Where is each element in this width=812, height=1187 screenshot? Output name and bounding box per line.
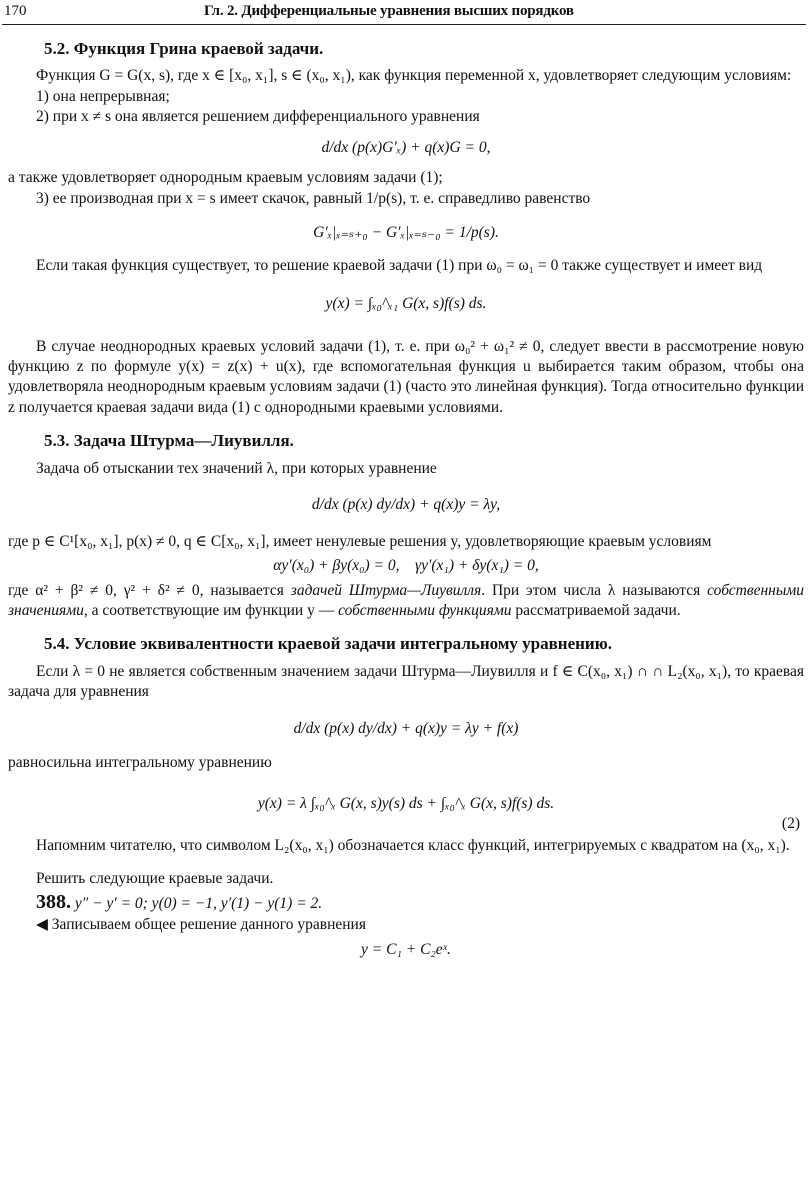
sec53-paragraph1: где p ∈ C¹[x₀, x₁], p(x) ≠ 0, q ∈ C[x₀, x₁], имеет ненулевые решения y, удовлетворяющие краевым условиям xyxy=(8,532,712,550)
page-content xyxy=(8,30,804,960)
header-rule xyxy=(2,24,806,25)
term-sturm-liouville: задачей Штурма—Лиувилля xyxy=(290,581,482,599)
sec54-equation1: d/dx (p(x) dy/dx) + q(x)y = λy + f(x) xyxy=(293,719,519,737)
sec52-equation2: G′ₓ|ₓ₌ₛ₊₀ − G′ₓ|ₓ₌ₛ₋₀ = 1/p(s). xyxy=(313,224,499,242)
sec53-paragraph2 xyxy=(8,581,804,622)
term-eigenfunctions: собственными функциями xyxy=(338,602,512,620)
term-eigenvalues: собственными значениями xyxy=(8,581,804,620)
sec54-paragraph1: Если λ = 0 не является собственным значением задачи Штурма—Лиувилля и f ∈ C(x₀, x₁) ∩ ∩ L₂(x₀, x₁), то краевая задача для уравнения xyxy=(8,662,804,701)
sec53-para2-part-a: где α² + β² ≠ 0, γ² + δ² ≠ 0, называется xyxy=(8,581,291,599)
sec53-para2-part-b: . При этом числа λ называются xyxy=(481,581,708,599)
problem-388 xyxy=(8,889,804,915)
sec53-equation2: αy′(x₀) + βy(x₀) = 0, γy′(x₁) + δy(x₁) = 0, xyxy=(273,557,539,575)
sec52-item1: 1) она непрерывная; xyxy=(36,87,170,105)
page-header xyxy=(4,2,802,24)
solution-intro: ◀ Записываем общее решение данного уравнения xyxy=(36,916,366,934)
section-5-4-title: 5.4. Условие эквивалентности краевой задачи интегральному уравнению. xyxy=(44,634,612,654)
section-5-3-title: 5.3. Задача Штурма—Лиувилля. xyxy=(44,431,294,451)
sec52-item2: 2) при x ≠ s она является решением дифференциального уравнения xyxy=(36,108,480,126)
sec54-paragraph3: Напомним читателю, что символом L₂(x₀, x₁) обозначается класс функций, интегрируемых с квадратом на (x₀, x₁). xyxy=(36,837,790,855)
problem-388-text: y″ − y′ = 0; y(0) = −1, y′(1) − y(1) = 2. xyxy=(71,895,323,913)
sec52-equation1: d/dx (p(x)G′ₓ) + q(x)G = 0, xyxy=(321,138,491,156)
problem-388-number: 388. xyxy=(36,891,71,914)
sec53-para2-part-d: рассматриваемой задачи. xyxy=(511,602,681,620)
sec52-item3: 3) ее производная при x = s имеет скачок, равный 1/p(s), т. е. справедливо равенство xyxy=(36,189,591,207)
solution-equation: y = C₁ + C₂eˣ. xyxy=(361,940,451,958)
page-number: 170 xyxy=(4,3,27,19)
sec54-equation2: y(x) = λ ∫ₓ₀^ₓ G(x, s)y(s) ds + ∫ₓ₀^ₓ G(x, s)f(s) ds. xyxy=(257,794,555,812)
sec52-paragraph2: Если такая функция существует, то решение краевой задачи (1) при ω₀ = ω₁ = 0 также существует и имеет вид xyxy=(36,256,763,274)
sec53-equation1: d/dx (p(x) dy/dx) + q(x)y = λy, xyxy=(311,496,501,514)
sec53-para2-part-c: , а соответствующие им функции y — xyxy=(83,602,339,620)
sec54-paragraph2: равносильна интегральному уравнению xyxy=(8,754,272,772)
sec54-equation2-row xyxy=(8,794,804,832)
sec53-intro: Задача об отыскании тех значений λ, при которых уравнение xyxy=(36,459,437,477)
sec52-intro: Функция G = G(x, s), где x ∈ [x₀, x₁], s ∈ (x₀, x₁), как функция переменной x, удовлетворяет следующим условиям: xyxy=(36,67,792,85)
sec52-after-eq1: а также удовлетворяет однородным краевым условиям задачи (1); xyxy=(8,169,443,187)
sec52-equation3: y(x) = ∫ₓ₀^ₓ₁ G(x, s)f(s) ds. xyxy=(325,295,487,313)
section-5-2-title: 5.2. Функция Грина краевой задачи. xyxy=(44,39,324,58)
equation-number: (2) xyxy=(781,814,800,832)
sec52-paragraph3: В случае неоднородных краевых условий задачи (1), т. е. при ω₀² + ω₁² ≠ 0, следует ввести в рассмотрение новую функцию z по формуле y(x) = z(x) + u(x), где вспомогательная функция u выбирается таким образом, чтобы она удовлетворяла неоднородным краевым условиям задачи (1) (часто это линейная функция). Тогда относительно функции z получается краевая задачи вида (1) с однородными краевыми условиями. xyxy=(8,337,804,416)
problems-intro: Решить следующие краевые задачи. xyxy=(36,869,274,887)
running-title: Гл. 2. Дифференциальные уравнения высших порядков xyxy=(204,3,574,19)
